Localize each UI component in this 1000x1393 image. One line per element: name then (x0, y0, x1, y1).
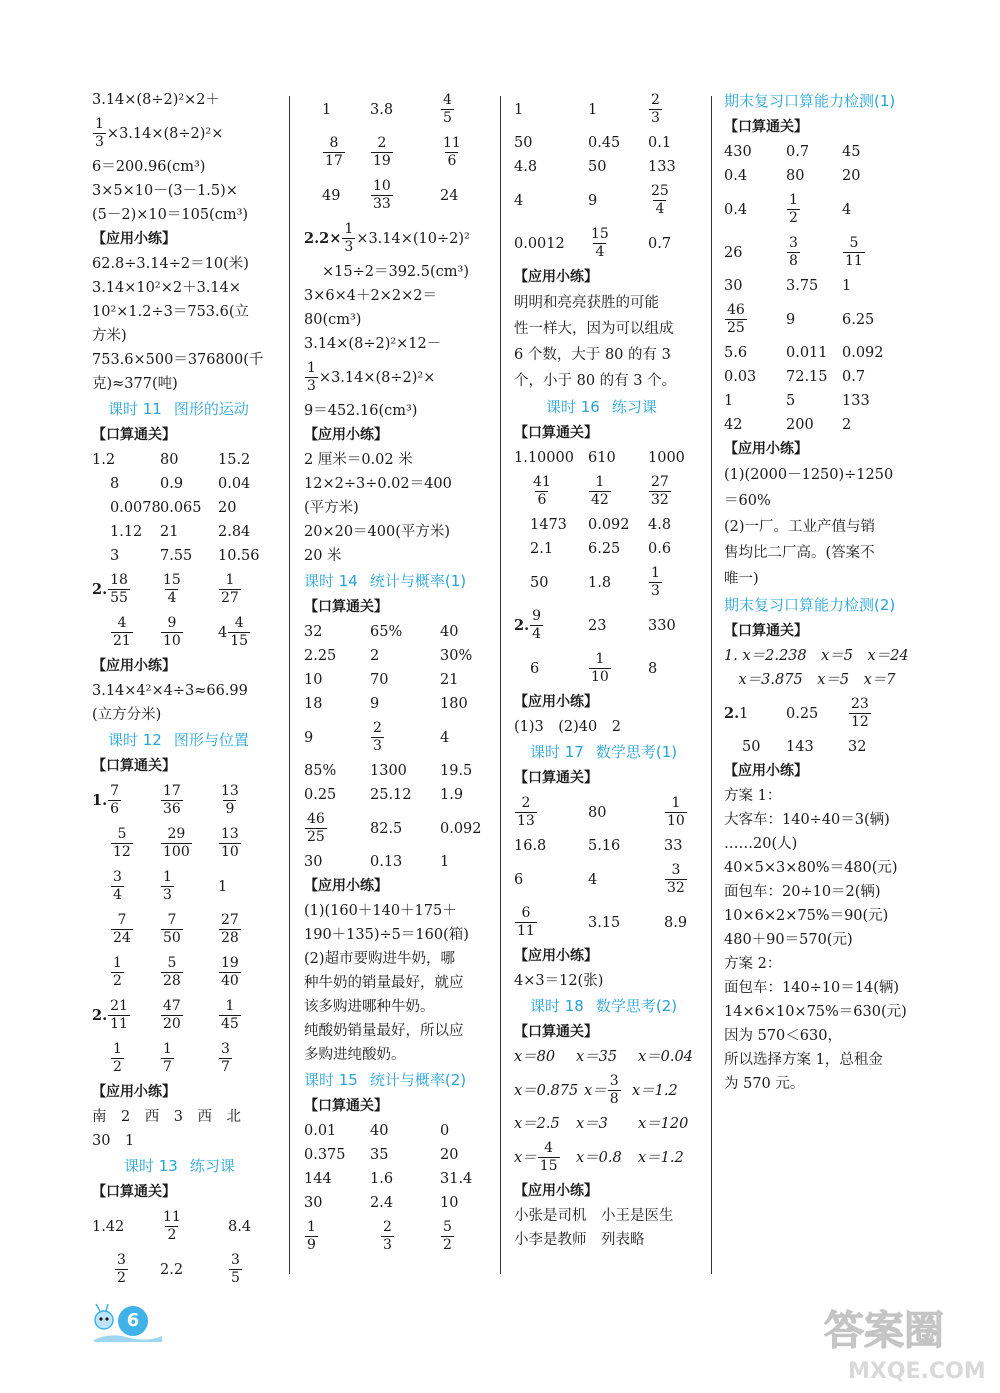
fraction: $\frac{1}{3}$ (651, 565, 660, 599)
answer-row: 30 0.13 1 (304, 854, 450, 870)
lesson-title: 课时 15 统计与概率(2) (304, 1071, 467, 1089)
answer-row: 1.2 80 15.2 (92, 452, 251, 468)
fraction: $\frac{1}{3}$ (163, 869, 172, 903)
answer-row: x＝0.875 x＝ $\frac{3}{8}$ x＝1.2 (514, 1073, 678, 1107)
answer-row: 144 1.6 31.4 (304, 1171, 473, 1187)
answer-row: 0.4 $\frac{1}{2}$ 4 (724, 192, 852, 226)
text-line: 南 2 西 3 西 北 (92, 1109, 241, 1125)
fraction: $\frac{4}{21}$ (113, 615, 131, 649)
text-line: 14×6×10×75%＝630(元) (724, 1004, 907, 1020)
text-line: 480＋90＝570(元) (724, 932, 853, 948)
answer-cell (218, 826, 242, 861)
fraction: $\frac{18}{55}$ (110, 572, 128, 606)
fraction: $\frac{46}{25}$ (307, 811, 325, 845)
answer-row: 1473 0.092 4.8 (530, 517, 672, 533)
lesson-title: 课时 12 图形与位置 (108, 731, 249, 749)
section-heading: 【应用小练】 (724, 763, 808, 779)
answer-row: 50 1.8 $\frac{1}{3}$ (530, 565, 660, 599)
text-line: 因为 570＜630， (724, 1028, 842, 1044)
text-line: 753.6×500＝376800(千 (92, 352, 264, 368)
answer-cell (218, 955, 242, 990)
text-line: 2 厘米＝0.02 米 (304, 452, 413, 468)
answer-row (92, 822, 280, 865)
text-line: 190＋135)÷5＝160(箱) (304, 927, 469, 943)
fraction: $\frac{8}{17}$ (325, 135, 343, 169)
fraction: $\frac{6}{11}$ (517, 905, 535, 939)
fraction: $\frac{1}{45}$ (221, 998, 239, 1032)
section-heading: 【应用小练】 (514, 694, 598, 710)
lesson-title: 课时 17 数学思考(1) (530, 743, 678, 761)
text-line: 所以选择方案 1，总租金 (724, 1052, 883, 1068)
column-divider (711, 96, 712, 1274)
text-line: 10²×1.2÷3＝753.6(立 (92, 304, 250, 320)
column-2 (304, 88, 492, 1258)
section-heading: 【应用小练】 (92, 658, 176, 674)
section-heading: 【口算通关】 (514, 1024, 598, 1040)
answer-row: $\frac{3}{2}$ 2.2 $\frac{3}{5}$ (117, 1252, 240, 1286)
answer-row: 4 9 $\frac{25}{4}$ (514, 183, 669, 217)
answer-row: 2.25 2 30% (304, 648, 473, 664)
fraction: $\frac{15}{4}$ (591, 226, 609, 260)
text-line: ……20(人) (724, 836, 798, 852)
section-heading: 【口算通关】 (514, 770, 598, 786)
answer-cell (160, 1041, 218, 1076)
text-line: 62.8÷3.14÷2＝10(米) (92, 256, 249, 272)
answer-row: 10 70 21 (304, 672, 459, 688)
column-divider (500, 96, 501, 1274)
text-line: 大客车：140÷40＝3(辆) (724, 812, 890, 828)
fraction: $\frac{1}{3}$ (344, 221, 354, 255)
answer-row: 1 1 $\frac{2}{3}$ (514, 92, 660, 126)
text-line: 2.2× $\frac{1}{3}$ ×3.14×(10÷2)² (304, 221, 470, 255)
fraction: $\frac{13}{9}$ (221, 783, 239, 817)
text-line: 该多购进哪种牛奶。 (304, 999, 435, 1015)
fraction: $\frac{1}{2}$ (113, 955, 122, 989)
answer-cell (160, 998, 218, 1033)
answer-row: 85% 1300 19.5 (304, 763, 473, 779)
answer-row: 49 $\frac{10}{33}$ 24 (322, 178, 459, 212)
text-line: 1. x＝2.238 x＝5 x＝24 (724, 648, 909, 664)
fraction: $\frac{29}{100}$ (163, 826, 190, 860)
answer-row: 50 143 32 (742, 739, 867, 755)
answer-row: 32 65% 40 (304, 624, 459, 640)
column-divider (289, 96, 290, 1274)
answer-row: $\frac{6}{11}$ 3.15 8.9 (517, 905, 688, 939)
text-line: (2)超市要购进牛奶，哪 (304, 951, 456, 967)
fraction: $\frac{9}{10}$ (163, 615, 181, 649)
text-line: ×15÷2＝392.5(cm³) (322, 264, 469, 280)
answer-row (92, 1037, 280, 1080)
answer-row: x＝2.5 x＝3 x＝120 (514, 1116, 689, 1132)
svg-text:MXQE.COM: MXQE.COM (848, 1359, 986, 1384)
text-line: 售均比二厂高。(答案不 (724, 545, 875, 561)
svg-text:答案圈: 答案圈 (824, 1308, 944, 1354)
fraction: $\frac{21}{11}$ (110, 998, 128, 1032)
fraction: $\frac{2}{19}$ (373, 135, 391, 169)
answer-row: 16.8 5.16 33 (514, 838, 683, 854)
fraction: $\frac{4}{5}$ (443, 92, 452, 126)
watermark-logo (818, 1296, 988, 1386)
text-line: 克)≈377(吨) (92, 376, 178, 392)
fraction: $\frac{1}{27}$ (221, 572, 239, 606)
answer-row: x＝80 x＝35 x＝0.04 (514, 1049, 693, 1065)
answer-row: 430 0.7 45 (724, 144, 861, 160)
text-line: 唯一) (724, 571, 759, 587)
text-line: (5－2)×10＝105(cm³) (92, 207, 249, 223)
answer-row: 30 2.4 10 (304, 1195, 459, 1211)
lesson-title: 课时 14 统计与概率(1) (304, 572, 467, 590)
column-4 (724, 88, 924, 1096)
answer-row: 1.12 21 2.84 (110, 524, 251, 540)
answer-cell (218, 998, 242, 1033)
fraction: $\frac{2}{13}$ (517, 795, 535, 829)
fraction: $\frac{7}{24}$ (113, 912, 131, 946)
text-line: (1)3 (2)40 2 (514, 719, 621, 735)
text-line: 12×2÷3÷0.02＝400 (304, 476, 452, 492)
answer-row: $\frac{2}{13}$ 80 $\frac{1}{10}$ (517, 795, 685, 829)
text-line: 30 1 (92, 1133, 135, 1149)
fraction: $\frac{5}{28}$ (163, 955, 181, 989)
answer-row: 0.25 25.12 1.9 (304, 787, 464, 803)
section-heading: 【应用小练】 (724, 441, 808, 457)
text-line: 9＝452.16(cm³) (304, 403, 418, 419)
answer-row: 0.0078 0.065 20 (110, 500, 237, 516)
fraction: $\frac{23}{12}$ (851, 696, 869, 730)
text-line: 3.14×(8÷2)²×12－ (304, 336, 442, 352)
fraction: $\frac{3}{5}$ (231, 1252, 240, 1286)
answer-row: 9 $\frac{2}{3}$ 4 (304, 720, 450, 754)
column-3 (514, 88, 704, 1252)
text-line: 种牛奶的销量最好，就应 (304, 975, 464, 991)
text-line: 性一样大，因为可以组成 (514, 321, 674, 337)
fraction: $\frac{4}{15}$ (539, 1140, 558, 1174)
page-number-badge: 6 (118, 1306, 148, 1336)
fraction: $\frac{27}{28}$ (221, 912, 239, 946)
fraction: $\frac{10}{33}$ (373, 178, 391, 212)
text-line: 多购进纯酸奶。 (304, 1047, 406, 1063)
fraction: $\frac{1}{10}$ (591, 651, 609, 685)
answer-row: 18 9 180 (304, 696, 468, 712)
section-heading: 【应用小练】 (514, 269, 598, 285)
text-line: (2)一厂。工业产值与销 (724, 519, 876, 535)
answer-row (92, 779, 280, 822)
fraction: $\frac{3}{8}$ (789, 235, 798, 269)
text-line: 10×6×2×75%＝90(元) (724, 908, 889, 924)
fraction: $\frac{1}{42}$ (591, 474, 609, 508)
section-heading: 【口算通关】 (304, 1098, 388, 1114)
fraction: $\frac{1}{3}$ (95, 116, 104, 150)
answer-cell: 2. $\frac{21}{11}$ (92, 998, 128, 1032)
answer-row: 4.8 50 133 (514, 159, 676, 175)
section-heading: 【应用小练】 (514, 1183, 598, 1199)
answer-row (92, 994, 280, 1037)
answer-cell (160, 826, 218, 861)
text-line: 面包车：20÷10＝2(辆) (724, 884, 881, 900)
fraction: $\frac{9}{4}$ (532, 608, 542, 642)
section-heading: 【应用小练】 (92, 231, 176, 247)
answer-cell (218, 1041, 233, 1076)
text-line: 20 米 (304, 548, 342, 564)
fraction: $\frac{3}{4}$ (113, 869, 122, 903)
lesson-title: 课时 13 练习课 (124, 1157, 235, 1175)
section-heading: 【口算通关】 (304, 599, 388, 615)
lesson-title: 期末复习口算能力检测(2) (724, 596, 896, 614)
answer-cell (92, 955, 160, 990)
fraction-answer-grid (92, 779, 280, 1080)
fraction: $\frac{7}{6}$ (110, 783, 120, 817)
answer-row: 6 4 $\frac{3}{32}$ (514, 862, 685, 896)
fraction: $\frac{46}{25}$ (727, 302, 745, 336)
answer-cell (160, 869, 218, 904)
fraction: $\frac{1}{3}$ (307, 360, 316, 394)
text-line: 6 个数，大于 80 的有 3 (514, 347, 671, 363)
answer-cell (218, 912, 242, 947)
answer-row (92, 908, 280, 951)
fraction: $\frac{3}{8}$ (609, 1073, 619, 1107)
answer-row: 50 0.45 0.1 (514, 135, 672, 151)
fraction: $\frac{25}{4}$ (651, 183, 669, 217)
answer-cell (92, 826, 160, 861)
answer-row: $\frac{46}{25}$ 82.5 0.092 (307, 811, 482, 845)
section-heading: 【应用小练】 (92, 1084, 176, 1100)
text-line: 6＝200.96(cm³) (92, 159, 206, 175)
fraction: $\frac{1}{7}$ (163, 1041, 172, 1075)
section-heading: 【应用小练】 (304, 427, 388, 443)
fraction: $\frac{7}{50}$ (163, 912, 181, 946)
answer-cell: 1 (218, 878, 228, 895)
text-line: 3×5×10－(3－1.5)× (92, 183, 238, 199)
fraction: $\frac{13}{10}$ (221, 826, 239, 860)
section-heading: 【应用小练】 (304, 878, 388, 894)
fraction: $\frac{5}{2}$ (443, 1219, 452, 1253)
fraction: $\frac{19}{40}$ (221, 955, 239, 989)
text-line: 为 570 元。 (724, 1076, 805, 1092)
text-line: 40×5×3×80%＝480(元) (724, 860, 898, 876)
text-line: (1)(2000－1250)÷1250 (724, 467, 894, 483)
fraction: $\frac{15}{4}$ (163, 572, 181, 606)
lesson-title: 课时 16 练习课 (546, 398, 657, 416)
answer-row: 1.10000 610 1000 (514, 450, 685, 466)
section-heading: 【口算通关】 (92, 1184, 176, 1200)
answer-cell (160, 955, 218, 990)
answer-row (92, 951, 280, 994)
text-line: x＝3.875 x＝5 x＝7 (724, 672, 896, 688)
answer-row: 1 3.8 $\frac{4}{5}$ (322, 92, 452, 126)
text-line: 3.14×(8÷2)²×2＋ (92, 92, 221, 108)
text-line: 3×6×4＋2×2×2＝ (304, 288, 437, 304)
text-line: 小李是教师 列表略 (514, 1232, 645, 1248)
answer-cell (218, 783, 242, 818)
fraction: $\frac{2}{3}$ (383, 1219, 392, 1253)
answer-row: 0.4 80 20 (724, 168, 861, 184)
text-line: 明明和亮亮获胜的可能 (514, 295, 659, 311)
lesson-title: 课时 18 数学思考(2) (530, 997, 678, 1015)
fraction: $\frac{11}{2}$ (163, 1209, 181, 1243)
answer-row: $\frac{4}{21}$ $\frac{9}{10}$ 4 $\frac{4}{15}$ (113, 615, 249, 649)
answer-row: 3 7.55 10.56 (110, 548, 260, 564)
fraction: $\frac{27}{32}$ (651, 474, 669, 508)
answer-cell (160, 912, 218, 947)
text-line: 4×3＝12(张) (514, 973, 604, 989)
fraction: $\frac{2}{3}$ (651, 92, 660, 126)
answer-row: 6 $\frac{1}{10}$ 8 (530, 651, 658, 685)
text-line: (平方米) (304, 500, 359, 516)
answer-row: 0.01 40 0 (304, 1123, 450, 1139)
text-line: 纯酸奶销量最好，所以应 (304, 1023, 464, 1039)
fraction: $\frac{1}{2}$ (789, 192, 798, 226)
column-1 (92, 88, 280, 1291)
section-heading: 【口算通关】 (724, 623, 808, 639)
lesson-title: 期末复习口算能力检测(1) (724, 92, 896, 110)
section-heading: 【口算通关】 (92, 758, 176, 774)
fraction: $\frac{3}{7}$ (221, 1041, 230, 1075)
section-heading: 【口算通关】 (514, 425, 598, 441)
text-line: 方案 2： (724, 956, 782, 972)
answer-row (304, 131, 492, 174)
text-line: (立方分米) (92, 707, 162, 723)
answer-row: 2.1 6.25 0.6 (530, 541, 672, 557)
answer-row (304, 1215, 492, 1258)
answer-row: 2. $\frac{18}{55}$ $\frac{15}{4}$ $\frac{1}{27}$ (92, 572, 239, 606)
fraction: $\frac{5}{12}$ (113, 826, 131, 860)
answer-cell (92, 912, 160, 947)
fraction: $\frac{11}{6}$ (443, 135, 461, 169)
answer-cell (92, 1041, 160, 1076)
answer-row: 0.0012 $\frac{15}{4}$ 0.7 (514, 226, 672, 260)
text-line: ＝60% (724, 493, 771, 509)
fraction: $\frac{47}{20}$ (163, 998, 181, 1032)
answer-row: 1.42 $\frac{11}{2}$ 8.4 (92, 1209, 252, 1243)
fraction: $\frac{1}{9}$ (307, 1219, 316, 1253)
section-heading: 【口算通关】 (724, 119, 808, 135)
fraction: $\frac{3}{32}$ (667, 862, 685, 896)
answer-cell: 1. $\frac{7}{6}$ (92, 783, 120, 817)
fraction: $\frac{1}{10}$ (667, 795, 685, 829)
fraction: $\frac{4}{15}$ (230, 615, 249, 649)
answer-row: 2. 1 0.25 $\frac{23}{12}$ (724, 696, 869, 730)
text-line: 面包车：140÷10＝14(辆) (724, 980, 900, 996)
section-heading: 【口算通关】 (92, 427, 176, 443)
answer-row: 2. $\frac{9}{4}$ 23 330 (514, 608, 676, 642)
text-line: 3.14×4²×4÷3≈66.99 (92, 683, 248, 699)
answer-row: 0.375 35 20 (304, 1147, 459, 1163)
text-line: $\frac{1}{3}$ ×3.14×(8÷2)²× (307, 360, 436, 394)
answer-row (514, 470, 704, 513)
answer-cell (160, 783, 218, 818)
fraction: $\frac{2}{3}$ (373, 720, 382, 754)
text-line: 3.14×10²×2＋3.14× (92, 280, 242, 296)
text-line: 方案 1： (724, 788, 782, 804)
lesson-title: 课时 11 图形的运动 (108, 400, 249, 418)
answer-row: 1 5 133 (724, 393, 870, 409)
text-line: 方米) (92, 328, 127, 344)
answer-row (92, 865, 280, 908)
answer-row: 42 200 2 (724, 417, 852, 433)
fraction: $\frac{41}{6}$ (533, 474, 551, 508)
fraction: $\frac{5}{11}$ (845, 235, 863, 269)
fraction: $\frac{17}{36}$ (163, 783, 181, 817)
answer-row: 30 3.75 1 (724, 278, 852, 294)
answer-row: x＝ $\frac{4}{15}$ x＝0.8 x＝1.2 (514, 1140, 684, 1174)
section-heading: 【应用小练】 (514, 948, 598, 964)
fraction: $\frac{1}{2}$ (113, 1041, 122, 1075)
answer-row: 8 0.9 0.04 (110, 476, 251, 492)
text-line: 80(cm³) (304, 312, 362, 328)
text-line: 个，小于 80 的有 3 个。 (514, 373, 677, 389)
text-line: 小张是司机 小王是医生 (514, 1208, 674, 1224)
text-line: $\frac{1}{3}$ ×3.14×(8÷2)²× (95, 116, 224, 150)
text-line: (1)(160＋140＋175＋ (304, 903, 457, 919)
answer-row: 0.03 72.15 0.7 (724, 369, 866, 385)
answer-row: 26 $\frac{3}{8}$ $\frac{5}{11}$ (724, 235, 863, 269)
fraction: $\frac{3}{2}$ (117, 1252, 126, 1286)
answer-row: 5.6 0.011 0.092 (724, 345, 884, 361)
answer-cell (92, 869, 160, 904)
text-line: 20×20＝400(平方米) (304, 524, 451, 540)
answer-row: $\frac{46}{25}$ 9 6.25 (727, 302, 875, 336)
